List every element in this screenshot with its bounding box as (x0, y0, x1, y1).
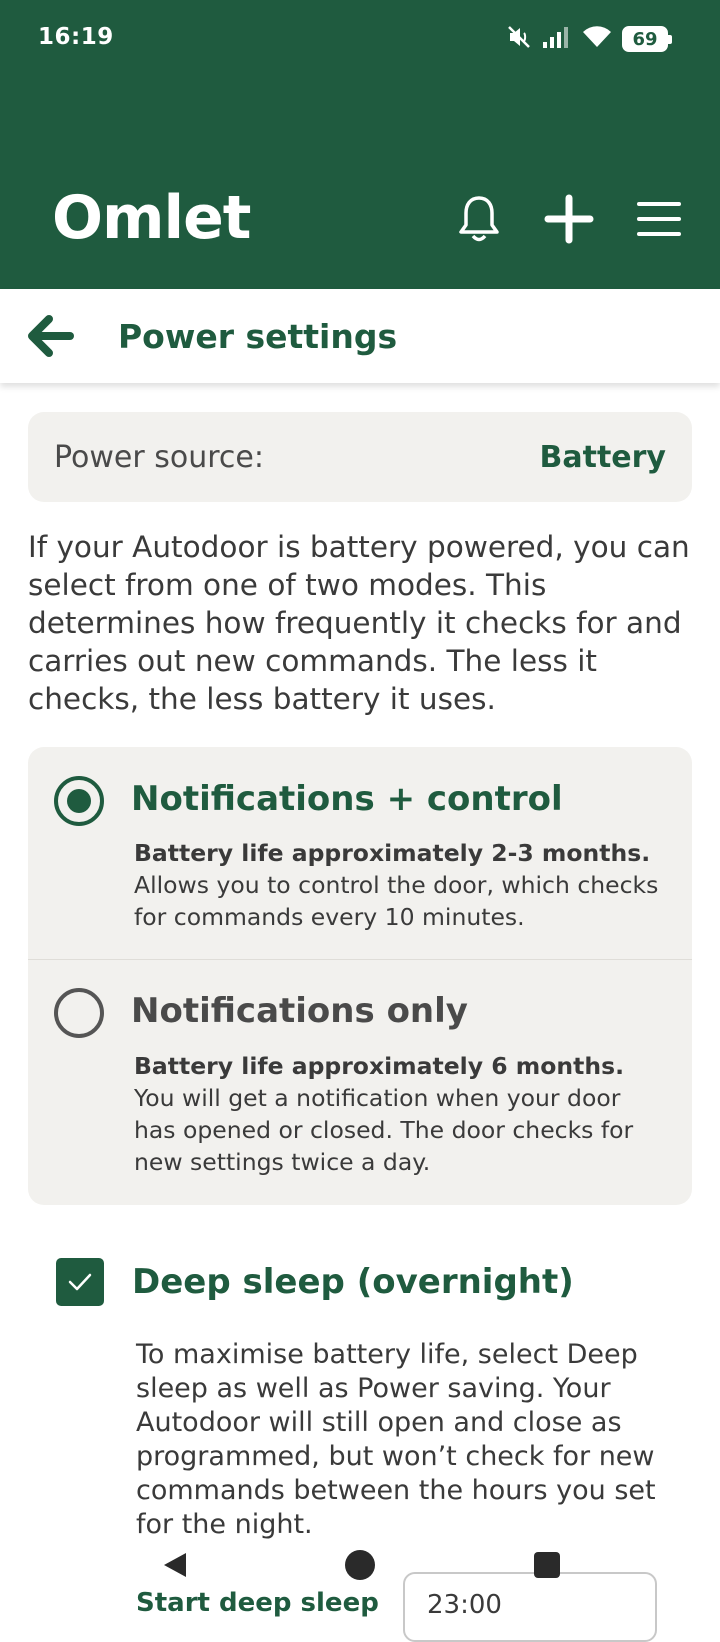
signal-icon (542, 25, 572, 53)
arrow-left-icon (28, 315, 74, 357)
power-mode-group (28, 747, 692, 1205)
triangle-back-icon (160, 1550, 190, 1580)
menu-icon (637, 199, 681, 239)
notifications-button[interactable] (450, 190, 508, 248)
check-icon (67, 1272, 93, 1292)
back-button[interactable] (26, 311, 76, 361)
system-nav-bar (0, 1535, 720, 1600)
mode-desc-text: You will get a notification when your door has opened or closed. The door checks for new settings twice a day. (134, 1084, 634, 1176)
wifi-icon (582, 25, 612, 53)
mode-description (134, 837, 664, 933)
status-icons (506, 24, 668, 54)
mode-title: Notifications only (131, 991, 468, 1031)
mode-option-notifications-control[interactable] (28, 747, 692, 960)
power-source-row (28, 412, 692, 502)
battery-level: 69 (632, 28, 658, 50)
app-header (0, 0, 720, 289)
page-titlebar (0, 289, 720, 383)
nav-recents-button[interactable] (522, 1543, 572, 1587)
nav-home-button[interactable] (335, 1543, 385, 1587)
add-button[interactable] (540, 190, 598, 248)
menu-button[interactable] (630, 190, 688, 248)
nav-back-button[interactable] (150, 1543, 200, 1587)
mode-title: Notifications + control (131, 779, 563, 819)
start-deep-sleep-time-value: 23:00 (427, 1590, 502, 1620)
start-deep-sleep-label: Start deep sleep (136, 1588, 379, 1618)
square-recents-icon (532, 1550, 562, 1580)
deep-sleep-description: To maximise battery life, select Deep sleep as well as Power saving. Your Autodoor will still open and close as programmed, but won’t check for new commands between the hours you set for the night. (136, 1339, 656, 1540)
power-source-value: Battery (539, 440, 666, 475)
plus-icon (544, 194, 594, 244)
omlet-logo: Omlet (52, 183, 251, 253)
intro-text: If your Autodoor is battery powered, you can select from one of two modes. This determines how frequently it checks for and carries out new commands. The less it checks, the less battery it uses. (28, 530, 690, 716)
deep-sleep-checkbox[interactable] (56, 1258, 104, 1306)
bell-icon (457, 194, 501, 244)
battery-icon (622, 26, 668, 52)
mute-icon (506, 24, 532, 54)
page-title: Power settings (118, 317, 398, 356)
status-time: 16:19 (38, 24, 114, 50)
radio-notifications-only[interactable] (54, 988, 104, 1038)
power-source-label: Power source: (54, 440, 264, 475)
circle-home-icon (344, 1549, 376, 1581)
mode-description (134, 1050, 664, 1178)
mode-desc-text: Allows you to control the door, which checks for commands every 10 minutes. (134, 871, 659, 931)
mode-desc-bold: Battery life approximately 2-3 months. (134, 839, 651, 867)
mode-option-notifications-only[interactable] (28, 960, 692, 1205)
deep-sleep-title: Deep sleep (overnight) (132, 1262, 574, 1302)
radio-notifications-control[interactable] (54, 776, 104, 826)
mode-desc-bold: Battery life approximately 6 months. (134, 1052, 625, 1080)
